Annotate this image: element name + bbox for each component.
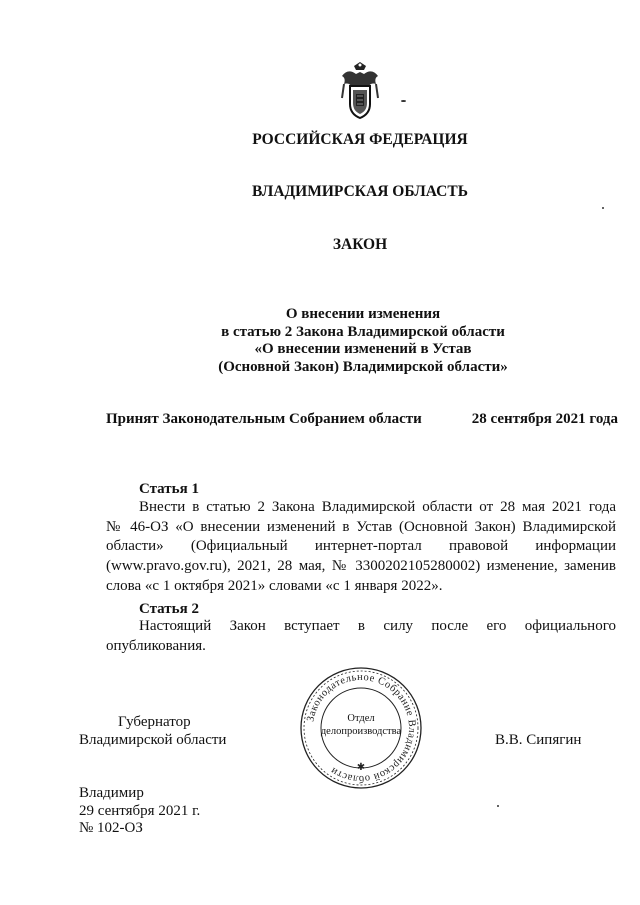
round-stamp-icon: [298, 666, 424, 790]
country-heading: РОССИЙСКАЯ ФЕДЕРАЦИЯ: [252, 131, 468, 148]
article-2-line: Настоящий Закон вступает в силу после его официального: [139, 618, 616, 634]
coat-of-arms-icon: [338, 62, 382, 120]
scan-speck: [497, 805, 499, 807]
law-title: [0, 306, 640, 376]
scan-speck: [401, 100, 406, 102]
article-1-text: [106, 498, 616, 597]
article-2-text: [106, 617, 616, 656]
footer-city: Владимир: [79, 785, 144, 801]
footer-number: № 102-ОЗ: [79, 820, 143, 836]
scan-speck: [602, 207, 604, 209]
stamp-ring-text: Законодательное Собрание Владимирской области: [305, 671, 418, 785]
law-title-line: «О внесении изменений в Устав: [254, 341, 472, 357]
law-title-line: О внесении изменения: [285, 306, 441, 322]
document-footer: [79, 785, 200, 838]
article-1-heading: Статья 1: [139, 481, 199, 497]
signatory-position-line2: Владимирской области: [79, 732, 227, 748]
signatory-position-line1: Губернатор: [118, 714, 191, 730]
document-type-heading: ЗАКОН: [332, 236, 388, 253]
svg-text:✱: ✱: [356, 762, 366, 773]
stamp-center-line1: Отдел: [347, 713, 375, 724]
stamp-center-line2: делопроизводства: [320, 726, 402, 737]
article-2-heading: Статья 2: [139, 601, 199, 617]
signatory-name: В.В. Сипягин: [495, 732, 582, 748]
adopted-by-text: Принят Законодательным Собранием области: [106, 411, 422, 427]
article-1-line: области» (Официальный интернет-портал правовой информации: [106, 538, 616, 555]
article-1-line: (www.pravo.gov.ru), 2021, 28 мая, № 3300202105280002) изменение, заменив: [106, 558, 616, 575]
adoption-date: 28 сентября 2021 года: [471, 411, 618, 427]
article-2-line: опубликования.: [106, 637, 206, 654]
law-title-line: в статью 2 Закона Владимирской области: [221, 323, 505, 340]
article-1-line: № 46-ОЗ «О внесении изменений в Устав (Основной Закон) Владимирской: [106, 518, 616, 535]
law-title-line: (Основной Закон) Владимирской области»: [218, 358, 508, 375]
region-heading: ВЛАДИМИРСКАЯ ОБЛАСТЬ: [252, 183, 468, 200]
article-1-line: Внести в статью 2 Закона Владимирской области от 28 мая 2021 года: [139, 499, 616, 515]
article-1-line: слова «с 1 октября 2021» словами «с 1 января 2022».: [106, 577, 443, 594]
footer-date: 29 сентября 2021 г.: [79, 802, 201, 819]
